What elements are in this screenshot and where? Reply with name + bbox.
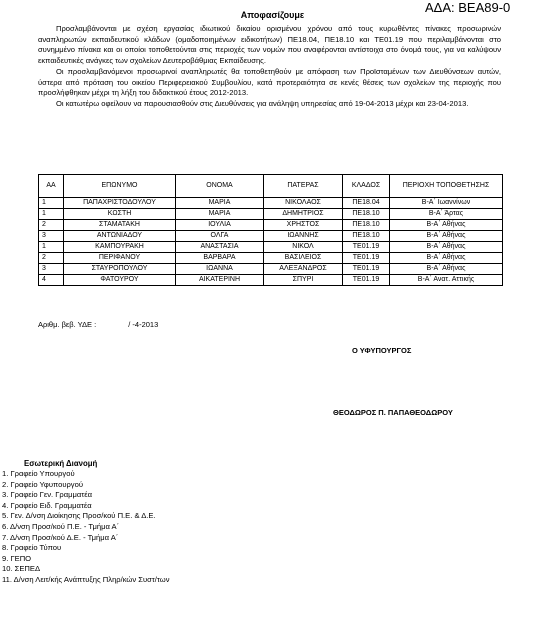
ada-code: ΑΔΑ: ΒΕΑ89-0 <box>425 0 511 15</box>
list-item: 3. Γραφείο Γεν. Γραμματέα <box>2 490 93 500</box>
internal-distribution-title: Εσωτερική Διανομή <box>24 459 98 468</box>
cell-branch: ΤΕ01.19 <box>343 242 390 253</box>
cell-name: ΑΙΚΑΤΕΡΙΝΗ <box>176 275 264 286</box>
cell-aa: 2 <box>39 253 64 264</box>
list-item: 6. Δ/νση Προσ/κού Π.Ε. - Τμήμα Α΄ <box>2 521 120 531</box>
intro-text <box>38 24 501 110</box>
cell-surname: ΣΤΑΥΡΟΠΟΥΛΟΥ <box>64 264 176 275</box>
cell-region: Β-Α΄ Άρτας <box>390 209 503 220</box>
cell-region: Β-Α΄ Αθήνας <box>390 253 503 264</box>
table-row <box>39 231 503 242</box>
cell-surname: ΠΕΡΙΦΑΝΟΥ <box>64 253 176 264</box>
table-row <box>39 242 503 253</box>
list-item: 4. Γραφείο Ειδ. Γραμματέα <box>2 500 92 510</box>
cell-aa: 4 <box>39 275 64 286</box>
paragraph-reporting: Οι κατωτέρω οφείλουν να παρουσιασθούν στις Διευθύνσεις για ανάληψη υπηρεσίας από 19-04-2013 μέχρι και 23-04-2013. <box>56 98 469 108</box>
cell-name: ΑΝΑΣΤΑΣΙΑ <box>176 242 264 253</box>
cell-father: ΙΩΑΝΝΗΣ <box>264 231 343 242</box>
list-item: 9. ΓΕΠΟ <box>2 553 32 563</box>
cell-region: Β-Α΄ Αθήνας <box>390 220 503 231</box>
budget-certificate-line <box>38 320 158 329</box>
cell-branch: ΤΕ01.19 <box>343 275 390 286</box>
header-surname: ΕΠΩΝΥΜΟ <box>64 175 176 198</box>
cell-branch: ΠΕ18.04 <box>343 198 390 209</box>
table-row <box>39 275 503 286</box>
list-item: 5. Γεν. Δ/νση Διοίκησης Προσ/κού Π.Ε. & Δ.Ε. <box>2 511 156 521</box>
paragraph-placement: Οι προσλαμβανόμενοι προσωρινοί αναπληρωτές θα τοποθετηθούν με απόφαση των Προϊσταμένων των Διευθύνσεων αυτών, ύστερα από πρόταση του οικείου Περιφερειακού Συμβουλίου, κατά προτεραιότητα σε κενές θέσεις των σχολείων της περιοχής που προσλήφθηκαν μέχρι τη λήξη του διδακτικού έτους 2012-2013. <box>38 66 501 98</box>
list-item: 2. Γραφείο Υφυπουργού <box>2 479 83 489</box>
list-item: 10. ΣΕΠΕΔ <box>2 564 41 574</box>
header-aa: ΑΑ <box>39 175 64 198</box>
cell-branch: ΠΕ18.10 <box>343 231 390 242</box>
cell-region: Β-Α΄ Αθήνας <box>390 264 503 275</box>
cell-region: Β-Α΄ Ιωαννίνων <box>390 198 503 209</box>
table-row <box>39 220 503 231</box>
document-heading: Αποφασίζουμε <box>240 10 305 20</box>
signer-name: ΘΕΟΔΩΡΟΣ Π. ΠΑΠΑΘΕΟΔΩΡΟΥ <box>333 408 453 417</box>
cell-region: Β-Α΄ Αθήνας <box>390 231 503 242</box>
table-row <box>39 209 503 220</box>
cell-surname: ΣΤΑΜΑΤΑΚΗ <box>64 220 176 231</box>
cell-name: ΜΑΡΙΑ <box>176 198 264 209</box>
cell-name: ΙΩΑΝΝΑ <box>176 264 264 275</box>
cell-surname: ΚΑΜΠΟΥΡΑΚΗ <box>64 242 176 253</box>
appointees-table <box>38 174 503 286</box>
cell-father: ΝΙΚΟΛ <box>264 242 343 253</box>
cell-branch: ΠΕ18.10 <box>343 209 390 220</box>
table-header-row <box>39 175 503 198</box>
cell-father: ΧΡΗΣΤΟΣ <box>264 220 343 231</box>
list-item: 11. Δ/νση Λειτ/κής Ανάπτυξης Πληρ/κών Συστ/των <box>2 574 170 584</box>
signer-title: Ο ΥΦΥΠΟΥΡΓΟΣ <box>352 346 412 355</box>
cell-name: ΜΑΡΙΑ <box>176 209 264 220</box>
cell-father: ΒΑΣΙΛΕΙΟΣ <box>264 253 343 264</box>
cell-father: ΣΠΥΡΙ <box>264 275 343 286</box>
paragraph-hiring: Προσλαμβάνονται με σχέση εργασίας ιδιωτικού δικαίου ορισμένου χρόνου από τους κυρωθέντες πίνακες προσωρινών αναπληρωτών εκπαιδευτικού κλάδων (ομαδοποιημένων ειδικοτήτων) ΠΕ18.04, ΠΕ18.10 και ΤΕ01.19 που περιλαμβάνονται στο συνημμένο πίνακα και οι οποίοι τοποθετούνται στις περιοχές των νομών που αναφέρονται αντίστοιχα στο όνομά τους, για να καλύψουν εκπαιδευτικές ανάγκες των σχολείων Δευτεροβάθμιας Εκπαίδευσης. <box>38 24 501 66</box>
list-item: 8. Γραφείο Τύπου <box>2 543 62 553</box>
header-branch: ΚΛΑΔΟΣ <box>343 175 390 198</box>
cell-aa: 1 <box>39 198 64 209</box>
table-row <box>39 264 503 275</box>
budget-certificate-value: / -4-2013 <box>128 320 159 329</box>
budget-certificate-label: Αριθμ. βεβ. ΥΔΕ : <box>38 320 97 329</box>
table-row <box>39 198 503 209</box>
header-father: ΠΑΤΕΡΑΣ <box>264 175 343 198</box>
cell-surname: ΚΩΣΤΗ <box>64 209 176 220</box>
cell-name: ΟΛΓΑ <box>176 231 264 242</box>
list-item: 7. Δ/νση Προσ/κού Δ.Ε. - Τμήμα Α΄ <box>2 532 119 542</box>
list-item: 1. Γραφείο Υπουργού <box>2 469 75 478</box>
cell-branch: ΤΕ01.19 <box>343 264 390 275</box>
cell-aa: 3 <box>39 264 64 275</box>
internal-distribution-list <box>2 469 170 586</box>
cell-aa: 2 <box>39 220 64 231</box>
cell-father: ΑΛΕΞΑΝΔΡΟΣ <box>264 264 343 275</box>
cell-region: Β-Α΄ Αθήνας <box>390 242 503 253</box>
cell-name: ΒΑΡΒΑΡΑ <box>176 253 264 264</box>
cell-name: ΙΟΥΛΙΑ <box>176 220 264 231</box>
table-row <box>39 253 503 264</box>
header-name: ΟΝΟΜΑ <box>176 175 264 198</box>
cell-aa: 1 <box>39 209 64 220</box>
cell-surname: ΠΑΠΑΧΡΙΣΤΟΔΟΥΛΟΥ <box>64 198 176 209</box>
cell-surname: ΦΑΤΟΥΡΟΥ <box>64 275 176 286</box>
cell-father: ΔΗΜΗΤΡΙΟΣ <box>264 209 343 220</box>
cell-aa: 1 <box>39 242 64 253</box>
cell-branch: ΠΕ18.10 <box>343 220 390 231</box>
cell-father: ΝΙΚΟΛΑΟΣ <box>264 198 343 209</box>
header-region: ΠΕΡΙΟΧΗ ΤΟΠΟΘΕΤΗΣΗΣ <box>390 175 503 198</box>
cell-aa: 3 <box>39 231 64 242</box>
cell-region: Β-Α΄ Ανατ. Αττικής <box>390 275 503 286</box>
cell-branch: ΤΕ01.19 <box>343 253 390 264</box>
cell-surname: ΑΝΤΩΝΙΑΔΟΥ <box>64 231 176 242</box>
